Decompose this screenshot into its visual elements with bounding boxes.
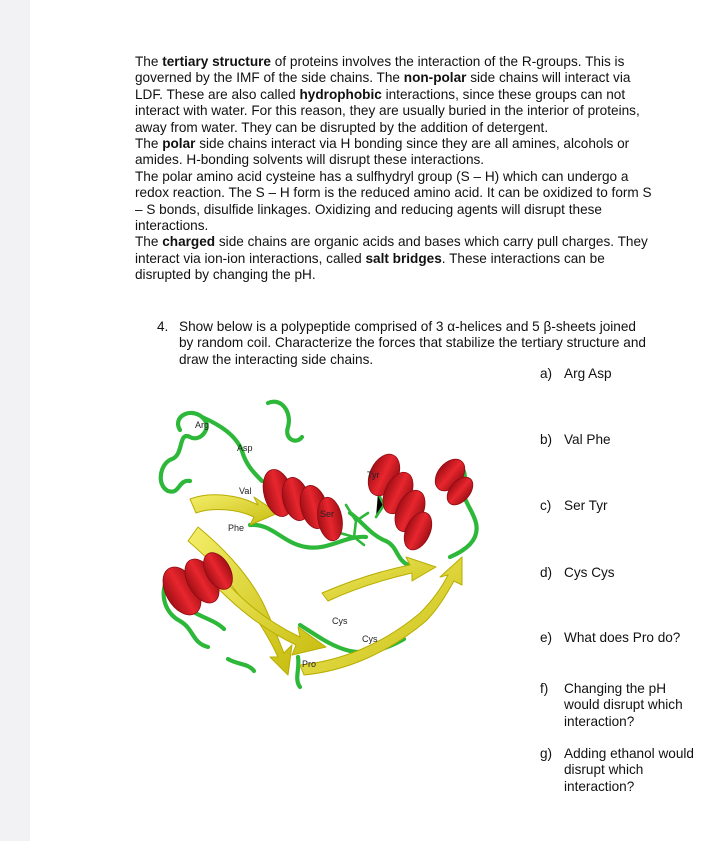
label-phe: Phe	[228, 523, 245, 533]
text-run: The	[135, 54, 163, 69]
subquestion-label: g)	[540, 746, 553, 761]
subquestion-label: e)	[540, 630, 553, 645]
subquestion-label: c)	[540, 498, 552, 513]
subquestion-label: a)	[540, 366, 553, 381]
bold-term: hydrophobic	[299, 86, 382, 102]
text-run: The	[135, 136, 163, 152]
subquestion-text: Cys Cys	[564, 565, 615, 580]
question-number: 4.	[157, 319, 169, 334]
text-run: The	[135, 234, 163, 250]
text-run: interactions, since these groups can not interact with water. For this reason, they are usually buried in the interior of proteins, away from water. They can be disrupted by the addition of detergent.	[135, 86, 640, 135]
text-run: . These interactions can be disrupted by changing the pH.	[135, 250, 605, 283]
subquestion-text: Ser Tyr	[564, 498, 608, 513]
subquestion-label: d)	[540, 565, 553, 580]
paragraph-polar	[135, 136, 660, 169]
label-asp: Asp	[237, 443, 253, 453]
bold-term: charged	[162, 234, 216, 250]
bold-term: polar	[162, 136, 196, 152]
bold-term: salt bridges	[365, 250, 442, 266]
subquestion-text: What does Pro do?	[564, 630, 681, 645]
bold-term: non-polar	[403, 70, 467, 86]
text-run: side chains interact via H bonding since they are all amines, alcohols or amides. H-bonding solvents will disrupt these interactions.	[135, 136, 630, 168]
bold-term: tertiary structure	[162, 54, 271, 69]
paragraph-charged	[135, 234, 660, 283]
text-run: side chains are organic acids and bases which carry pull charges. They interact via ion-ion interactions, called	[135, 234, 648, 266]
text-run: The polar amino acid cysteine has a sulfhydryl group (S – H) which can undergo a redox reaction. The S – H form is the reduced amino acid. It can be oxidized to form S – S bonds, disulfide linkages. Oxidizing and reducing agents will disrupt these interactions.	[135, 168, 652, 234]
label-cys-2: Cys	[362, 634, 378, 644]
subquestion-text: Val Phe	[564, 432, 611, 447]
text-run: side chains will interact via LDF. These are also called	[135, 70, 631, 102]
label-tyr: Tyr	[367, 470, 380, 480]
subquestion-text: Changing the pH would disrupt which interaction?	[564, 681, 683, 729]
text-run: of proteins involves the interaction of the R-groups. This is governed by the IMF of the side chains. The	[135, 54, 625, 86]
paragraph-cysteine	[135, 169, 660, 235]
subquestion-text: Arg Asp	[564, 366, 612, 381]
subquestion-text: Adding ethanol would disrupt which interaction?	[564, 746, 694, 794]
subquestion-label: f)	[540, 681, 549, 696]
protein-ribbon-figure	[150, 395, 510, 690]
intro-text	[135, 54, 660, 284]
label-pro: Pro	[302, 659, 317, 669]
label-arg: Arg	[195, 420, 210, 430]
label-cys-1: Cys	[332, 616, 348, 626]
subquestion-label: b)	[540, 432, 553, 447]
label-ser: Ser	[320, 509, 335, 519]
paragraph-tertiary-structure	[135, 54, 660, 136]
question-text: Show below is a polypeptide comprised of 3 α-helices and 5 β-sheets joined by random coil. Characterize the forces that stabilize the tertiary structure and draw the interacting side chains.	[179, 319, 646, 367]
label-val: Val	[239, 486, 252, 496]
